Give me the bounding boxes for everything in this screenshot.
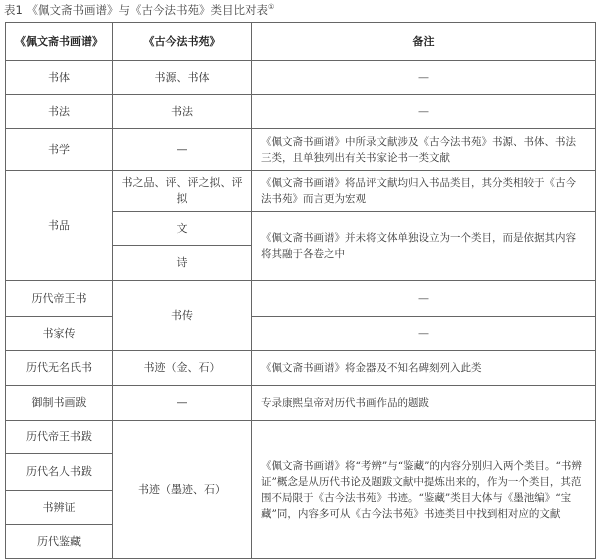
- cell-gujin: —: [113, 386, 252, 421]
- table-row: [6, 95, 596, 129]
- cell-note: 专录康熙皇帝对历代书画作品的题跋: [252, 386, 596, 421]
- table-row: [6, 386, 596, 421]
- cell-peiwen: 历代帝王书跋: [6, 421, 113, 454]
- cell-gujin: 书之品、评、评之拟、评拟: [113, 171, 252, 212]
- cell-note: 《佩文斋书画谱》中所录文献涉及《古今法书苑》书源、书体、书法三类，且单独列出有关书家论书一类文献: [252, 129, 596, 171]
- cell-peiwen: 历代鉴藏: [6, 525, 113, 559]
- header-note: 备注: [252, 23, 596, 61]
- cell-gujin: 诗: [113, 246, 252, 281]
- cell-gujin: 书法: [113, 95, 252, 129]
- cell-gujin: 书迹（墨迹、石）: [113, 421, 252, 559]
- caption-text: 表1 《佩文斋书画谱》与《古今法书苑》类目比对表: [4, 3, 268, 17]
- table-row: [6, 351, 596, 386]
- cell-peiwen: 历代帝王书: [6, 281, 113, 317]
- cell-gujin: —: [113, 129, 252, 171]
- footnote-mark: ①: [267, 3, 275, 12]
- cell-note: —: [252, 281, 596, 317]
- cell-peiwen: 书家传: [6, 317, 113, 351]
- table-row: [6, 281, 596, 317]
- header-gujin: 《古今法书苑》: [113, 23, 252, 61]
- cell-note: —: [252, 61, 596, 95]
- cell-peiwen: 历代名人书跋: [6, 454, 113, 491]
- table-caption: [4, 2, 274, 18]
- cell-gujin: 文: [113, 212, 252, 246]
- table-row: [6, 421, 596, 454]
- cell-peiwen: 书法: [6, 95, 113, 129]
- table-row: [6, 61, 596, 95]
- table-row: [6, 317, 596, 351]
- cell-note: —: [252, 95, 596, 129]
- table-row: [6, 171, 596, 212]
- comparison-table: [5, 22, 596, 559]
- cell-note: 《佩文斋书画谱》将“考辨”与“鉴藏”的内容分别归入两个类目。“书辨证”概念是从历代书论及题跋文献中提炼出来的，作为一个类目，其范围不局限于《古今法书苑》书迹。“鉴藏”类目大体与《墨池编》“宝藏”同，内容多可从《古今法书苑》书迹类目中找到相对应的文献: [252, 421, 596, 559]
- cell-peiwen: 历代无名氏书: [6, 351, 113, 386]
- cell-peiwen: 御制书画跋: [6, 386, 113, 421]
- header-peiwen: 《佩文斋书画谱》: [6, 23, 113, 61]
- cell-note: 《佩文斋书画谱》将品评文献均归入书品类目，其分类相较于《古今法书苑》而言更为宏观: [252, 171, 596, 212]
- cell-peiwen: 书辨证: [6, 491, 113, 525]
- cell-note: 《佩文斋书画谱》将金器及不知名碑刻列入此类: [252, 351, 596, 386]
- cell-gujin: 书源、书体: [113, 61, 252, 95]
- table-row: [6, 129, 596, 171]
- cell-note: 《佩文斋书画谱》并未将文体单独设立为一个类目，而是依据其内容将其融于各卷之中: [252, 212, 596, 281]
- cell-peiwen: 书体: [6, 61, 113, 95]
- cell-peiwen: 书品: [6, 171, 113, 281]
- cell-peiwen: 书学: [6, 129, 113, 171]
- cell-note: —: [252, 317, 596, 351]
- cell-gujin: 书传: [113, 281, 252, 351]
- cell-gujin: 书迹（金、石）: [113, 351, 252, 386]
- table-header-row: [6, 23, 596, 61]
